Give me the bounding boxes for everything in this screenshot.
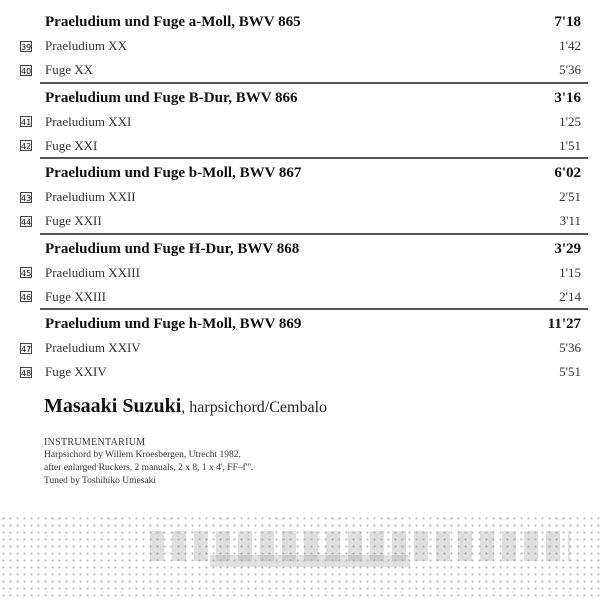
group-title: Praeludium und Fuge h-Moll, BWV 869 [45, 316, 302, 332]
group-title: Praeludium und Fuge a-Moll, BWV 865 [45, 14, 301, 30]
group-title: Praeludium und Fuge b-Moll, BWV 867 [45, 165, 302, 181]
track-duration: 5'36 [559, 340, 581, 355]
group-total: 3'29 [554, 240, 581, 257]
track-duration: 5'36 [559, 62, 581, 77]
performer-name: Masaaki Suzuki [44, 395, 182, 417]
track-title: Praeludium XXI [45, 113, 132, 129]
track-row [0, 263, 581, 283]
track-title: Fuge XXIII [45, 288, 107, 304]
tracklist [0, 8, 600, 386]
track-duration: 1'25 [559, 113, 581, 129]
group-title: Praeludium und Fuge H-Dur, BWV 868 [45, 240, 300, 257]
track-group [0, 235, 600, 311]
track-number-badge: 39 [21, 42, 32, 52]
track-group [0, 310, 600, 386]
group-header [45, 316, 581, 333]
track-title: Praeludium XXIII [45, 264, 140, 280]
track-title: Fuge XXIV [45, 364, 107, 379]
track-duration: 5'51 [559, 364, 581, 379]
track-number-badge: 41 [21, 118, 32, 127]
track-number-badge: 44 [21, 217, 32, 227]
track-duration: 1'42 [559, 38, 581, 53]
dotted-footer-band [0, 515, 600, 601]
track-row [0, 136, 581, 156]
track-title: Praeludium XXII [45, 189, 136, 204]
track-duration: 1'51 [559, 137, 581, 153]
track-row [0, 287, 581, 307]
track-title: Fuge XXII [45, 213, 102, 228]
track-number-badge: 40 [21, 66, 32, 76]
track-title: Fuge XXI [45, 137, 98, 153]
track-number-badge: 47 [21, 344, 32, 354]
track-number-badge: 46 [21, 293, 32, 302]
group-total: 7'18 [554, 14, 581, 30]
group-header [45, 14, 581, 31]
track-number-badge: 42 [21, 142, 32, 151]
blurred-footer-text [210, 555, 410, 567]
performer-role: , harpsichord/Cembalo [181, 399, 328, 416]
group-header [45, 241, 581, 258]
track-duration: 3'11 [559, 213, 581, 228]
group-total: 11'27 [547, 316, 581, 332]
group-title: Praeludium und Fuge B-Dur, BWV 866 [45, 89, 298, 106]
track-title: Praeludium XX [45, 38, 127, 53]
instrument-line: after enlarged Ruckers, 2 manuals, 2 x 8, 1 x 4', FF–f'''. [44, 463, 254, 473]
track-group [0, 8, 600, 84]
group-header [45, 165, 581, 182]
instrument-notes [44, 436, 253, 488]
track-title: Praeludium XXIV [45, 340, 141, 355]
track-number-badge: 48 [21, 368, 32, 378]
track-duration: 2'51 [559, 189, 581, 204]
track-row [0, 211, 581, 231]
track-row [0, 338, 581, 358]
group-total: 3'16 [554, 89, 581, 106]
track-row [0, 187, 581, 207]
track-group [0, 159, 600, 235]
group-total: 6'02 [554, 165, 581, 181]
track-number-badge: 43 [21, 193, 32, 203]
instrument-line: Tuned by Toshihiko Umesaki [44, 476, 157, 486]
performer-credit [44, 395, 327, 418]
track-row [0, 36, 581, 56]
track-number-badge: 45 [21, 269, 32, 278]
track-row [0, 112, 581, 132]
track-duration: 2'14 [559, 288, 581, 304]
track-row [0, 362, 581, 382]
track-title: Fuge XX [45, 62, 94, 77]
track-duration: 1'15 [559, 264, 581, 280]
instrument-heading: INSTRUMENTARIUM [44, 437, 146, 448]
instrument-line: Harpsichord by Willem Kroesbergen, Utrecht 1982, [44, 450, 241, 460]
group-header [45, 90, 581, 107]
track-group [0, 84, 600, 160]
track-row [0, 60, 581, 80]
